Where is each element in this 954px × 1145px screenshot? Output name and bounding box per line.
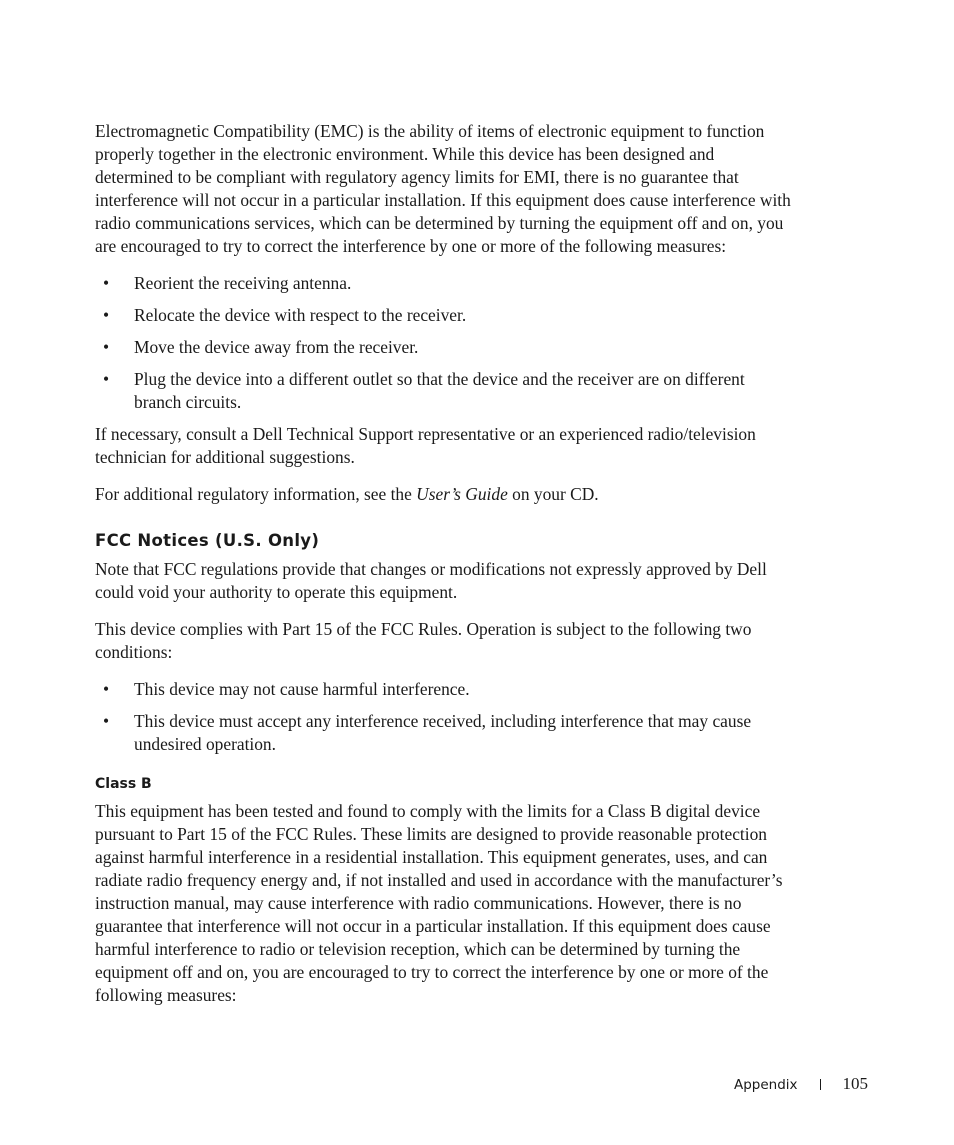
list-item: • This device may not cause harmful interference. [103, 679, 470, 699]
page-footer [734, 1074, 868, 1094]
page-number: 105 [842, 1074, 868, 1093]
bullet-icon: • [103, 369, 110, 389]
footer-divider [820, 1079, 821, 1090]
bullet-icon: • [103, 305, 110, 325]
bullet-icon: • [103, 337, 110, 357]
fcc-complies-paragraph: This device complies with Part 15 of the FCC Rules. Operation is subject to the following two conditions: [95, 619, 752, 662]
footer-section-label: Appendix [733, 1077, 798, 1093]
bullet-icon: • [103, 679, 110, 699]
page-body [95, 120, 795, 1021]
fcc-heading: FCC Notices (U.S. Only) [95, 531, 320, 550]
regulatory-paragraph: For additional regulatory information, see the User’s Guide on your CD. [95, 484, 599, 504]
list-item: • Relocate the device with respect to the receiver. [103, 305, 467, 325]
support-paragraph: If necessary, consult a Dell Technical Support representative or an experienced radio/television technician for additional suggestions. [95, 424, 756, 467]
list-item: • Reorient the receiving antenna. [103, 273, 352, 293]
list-item: • Plug the device into a different outlet so that the device and the receiver are on different branch circuits. [103, 369, 745, 412]
conditions-list [95, 678, 795, 756]
class-b-paragraph: This equipment has been tested and found to comply with the limits for a Class B digital device pursuant to Part 15 of the FCC Rules. These limits are designed to provide reasonable protection against harmful interference in a residential installation. This equipment generates, uses, and can radiate radio frequency energy and, if not installed and used in accordance with the manufacturer’s instruction manual, may cause interference with radio communications. However, there is no guarantee that interference will not occur in a particular installation. If this equipment does cause harmful interference to radio or television reception, which can be determined by turning the equipment off and on, you are encouraged to try to correct the interference by one or more of the following measures: [95, 801, 783, 1005]
emc-paragraph: Electromagnetic Compatibility (EMC) is the ability of items of electronic equipment to function properly together in the electronic environment. While this device has been designed and determined to be compliant with regulatory agency limits for EMI, there is no guarantee that interference will not occur in a particular installation. If this equipment does cause interference with radio communications services, which can be determined by turning the equipment off and on, you are encouraged to try to correct the interference by one or more of the following measures: [95, 121, 791, 256]
list-item: • Move the device away from the receiver. [103, 337, 419, 357]
bullet-icon: • [103, 711, 110, 731]
fcc-note-paragraph: Note that FCC regulations provide that changes or modifications not expressly approved by Dell could void your authority to operate this equipment. [95, 559, 767, 602]
list-item: • This device must accept any interference received, including interference that may cause undesired operation. [103, 711, 752, 754]
measures-list [95, 272, 795, 414]
users-guide-title: User’s Guide [416, 484, 508, 504]
class-b-heading: Class B [95, 776, 152, 792]
bullet-icon: • [103, 273, 110, 293]
